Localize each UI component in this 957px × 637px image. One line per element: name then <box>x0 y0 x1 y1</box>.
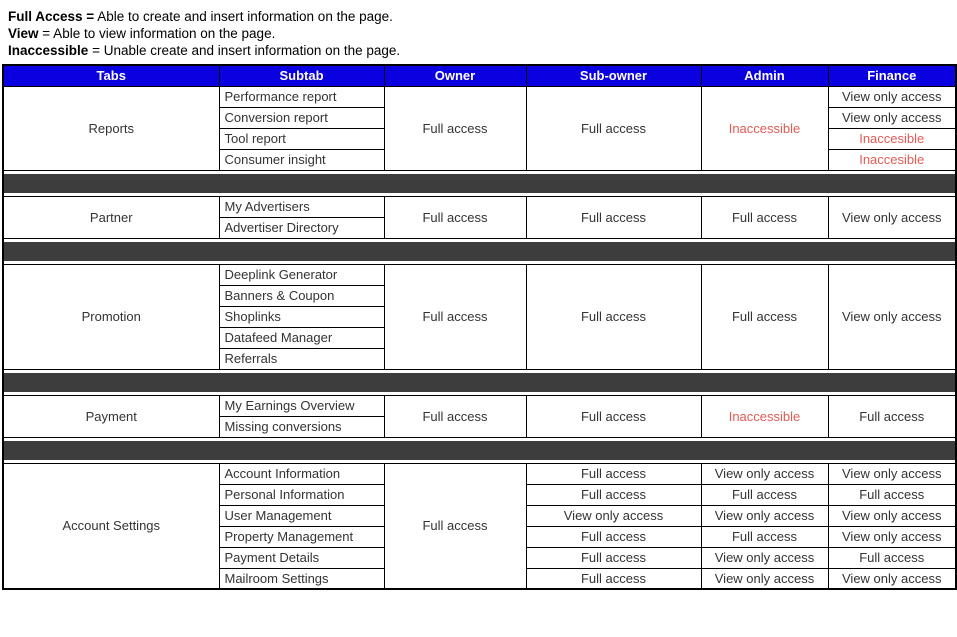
sub-owner-cell: View only access <box>526 505 701 526</box>
column-header-tabs: Tabs <box>3 65 219 86</box>
subtab-cell: Property Management <box>219 526 384 547</box>
sub-owner-cell: Full access <box>526 547 701 568</box>
owner-cell: Full access <box>384 86 526 170</box>
subtab-cell: My Earnings Overview <box>219 395 384 416</box>
owner-cell: Full access <box>384 196 526 238</box>
tab-cell: Reports <box>3 86 219 170</box>
subtab-cell: Missing conversions <box>219 416 384 437</box>
subtab-cell: Consumer insight <box>219 149 384 170</box>
sub-owner-cell: Full access <box>526 86 701 170</box>
owner-cell: Full access <box>384 463 526 589</box>
section-separator-cell <box>3 238 956 264</box>
section-separator-cell <box>3 170 956 196</box>
table-row <box>3 264 956 285</box>
admin-cell: Full access <box>701 526 828 547</box>
admin-cell: View only access <box>701 463 828 484</box>
sub-owner-cell: Full access <box>526 526 701 547</box>
admin-cell: View only access <box>701 505 828 526</box>
admin-cell: View only access <box>701 568 828 589</box>
finance-cell: View only access <box>828 86 956 107</box>
subtab-cell: Banners & Coupon <box>219 285 384 306</box>
section-separator <box>3 369 956 395</box>
admin-cell: View only access <box>701 547 828 568</box>
finance-cell: Inaccesible <box>828 149 956 170</box>
legend-definition: = Able to view information on the page. <box>42 26 276 41</box>
subtab-cell: Personal Information <box>219 484 384 505</box>
subtab-cell: User Management <box>219 505 384 526</box>
subtab-cell: Tool report <box>219 128 384 149</box>
sub-owner-cell: Full access <box>526 484 701 505</box>
section-separator-cell <box>3 369 956 395</box>
table-row <box>3 463 956 484</box>
subtab-cell: Mailroom Settings <box>219 568 384 589</box>
permissions-table <box>2 64 957 590</box>
legend-definition: = Unable create and insert information on the page. <box>92 43 401 58</box>
section-separator-cell <box>3 437 956 463</box>
finance-cell: View only access <box>828 264 956 369</box>
finance-cell: View only access <box>828 107 956 128</box>
permissions-table-body <box>3 86 956 589</box>
owner-cell: Full access <box>384 264 526 369</box>
legend-line-view <box>8 25 957 42</box>
column-header-sub-owner: Sub-owner <box>526 65 701 86</box>
finance-cell: View only access <box>828 568 956 589</box>
tab-cell: Payment <box>3 395 219 437</box>
sub-owner-cell: Full access <box>526 264 701 369</box>
column-header-subtab: Subtab <box>219 65 384 86</box>
admin-cell: Full access <box>701 196 828 238</box>
finance-cell: View only access <box>828 463 956 484</box>
subtab-cell: Deeplink Generator <box>219 264 384 285</box>
subtab-cell: My Advertisers <box>219 196 384 217</box>
finance-cell: View only access <box>828 196 956 238</box>
sub-owner-cell: Full access <box>526 395 701 437</box>
sub-owner-cell: Full access <box>526 568 701 589</box>
subtab-cell: Account Information <box>219 463 384 484</box>
column-header-owner: Owner <box>384 65 526 86</box>
section-separator <box>3 170 956 196</box>
owner-cell: Full access <box>384 395 526 437</box>
separator-band <box>4 441 955 460</box>
finance-cell: View only access <box>828 526 956 547</box>
admin-cell: Full access <box>701 484 828 505</box>
finance-cell: Inaccesible <box>828 128 956 149</box>
legend-line-full-access <box>8 8 957 25</box>
tab-cell: Promotion <box>3 264 219 369</box>
table-row <box>3 196 956 217</box>
sub-owner-cell: Full access <box>526 196 701 238</box>
subtab-cell: Datafeed Manager <box>219 327 384 348</box>
subtab-cell: Conversion report <box>219 107 384 128</box>
tab-cell: Account Settings <box>3 463 219 589</box>
admin-cell: Full access <box>701 264 828 369</box>
finance-cell: Full access <box>828 484 956 505</box>
admin-cell: Inaccessible <box>701 86 828 170</box>
section-separator <box>3 238 956 264</box>
header-row <box>3 65 956 86</box>
finance-cell: Full access <box>828 395 956 437</box>
subtab-cell: Referrals <box>219 348 384 369</box>
table-row <box>3 395 956 416</box>
finance-cell: View only access <box>828 505 956 526</box>
subtab-cell: Shoplinks <box>219 306 384 327</box>
legend-term: Inaccessible <box>8 43 89 58</box>
tab-cell: Partner <box>3 196 219 238</box>
separator-band <box>4 242 955 261</box>
sub-owner-cell: Full access <box>526 463 701 484</box>
subtab-cell: Performance report <box>219 86 384 107</box>
legend <box>0 0 957 64</box>
legend-term: View <box>8 26 39 41</box>
table-row <box>3 86 956 107</box>
separator-band <box>4 174 955 193</box>
column-header-admin: Admin <box>701 65 828 86</box>
separator-band <box>4 373 955 392</box>
column-header-finance: Finance <box>828 65 956 86</box>
finance-cell: Full access <box>828 547 956 568</box>
section-separator <box>3 437 956 463</box>
legend-definition: Able to create and insert information on the page. <box>97 9 393 24</box>
legend-line-inaccessible <box>8 42 957 59</box>
legend-term: Full Access = <box>8 9 95 24</box>
subtab-cell: Advertiser Directory <box>219 217 384 238</box>
admin-cell: Inaccessible <box>701 395 828 437</box>
subtab-cell: Payment Details <box>219 547 384 568</box>
